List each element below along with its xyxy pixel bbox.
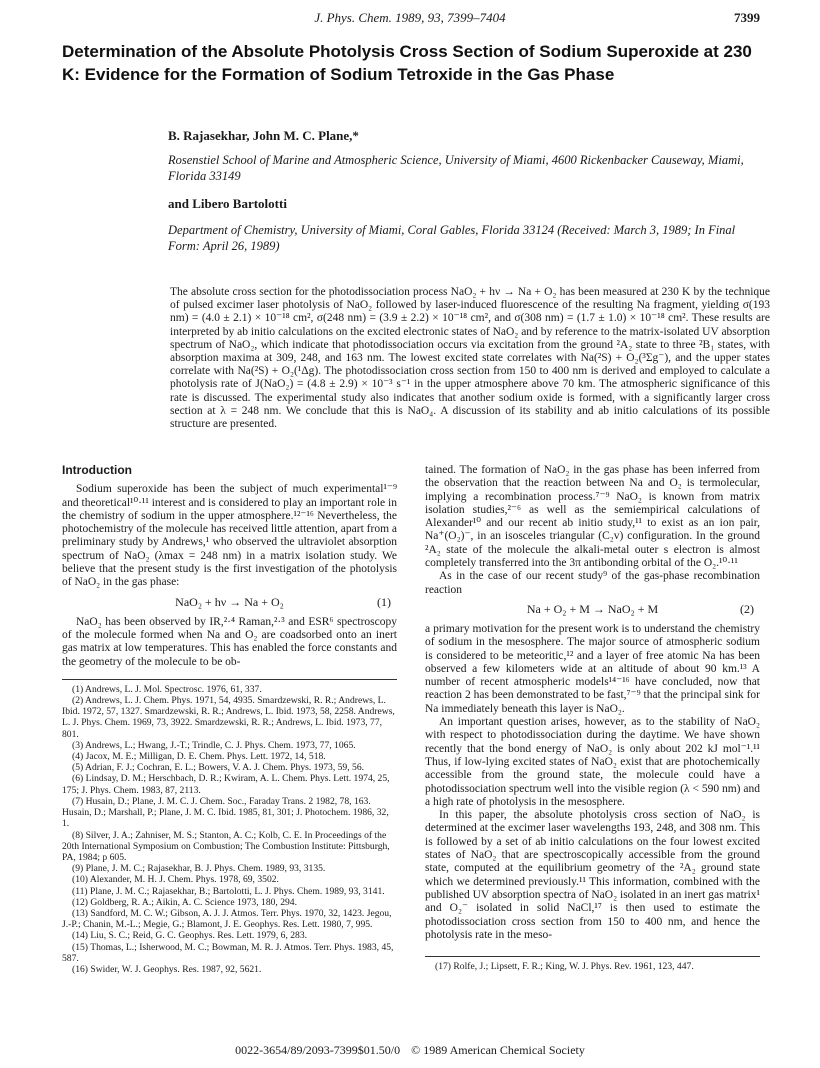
- equation-1-body: NaO₂ + hν → Na + O₂: [175, 594, 284, 609]
- reference-item: (14) Liu, S. C.; Reid, G. C. Geophys. Res. Lett. 1979, 6, 283.: [72, 930, 308, 942]
- intro-paragraph-1: Sodium superoxide has been the subject of much experimental¹⁻⁹ and theoretical¹⁰·¹¹ interest and is considered to play an important role in the chemistry of sodium in the upper atmosphere.¹²⁻¹⁶ Nevertheless, the photochemistry of the molecule has received little attention, apart from a preliminary study by Andrews,¹ who observed the ultraviolet absorption spectrum of NaO₂ (λmax = 248 nm) in a matrix isolation study. We believe that the present study is the first investigation of the photolysis of NaO₂ in the gas phase:: [62, 483, 397, 589]
- equation-1-number: (1): [377, 594, 391, 609]
- page-footer: [225, 1043, 595, 1058]
- abstract: The absolute cross section for the photodissociation process NaO₂ + hν → Na + O₂ has been measured at 230 K by the technique of pulsed excimer laser photolysis of NaO₂ followed by laser-induced fluorescence of the resulting Na fragment, yielding σ(193 nm) = (4.0 ± 2.1) × 10⁻¹⁸ cm², σ(248 nm) = (3.9 ± 2.2) × 10⁻¹⁸ cm², and σ(308 nm) = (1.7 ± 1.0) × 10⁻¹⁸ cm². These results are interpreted by ab initio calculations on the excited electronic states of NaO₂ and by reference to the matrix-isolated UV absorption spectrum of NaO₂, which indicate that photodissociation occurs via excitation from the ground ²A₂ state to three ²B₁ states, with absorption maxima at 309, 248, and 163 nm. The lowest excited state correlates with Na(²S) + O₂(³Σg⁻), and the upper states correlate with Na(²S) + O₂(¹Δg). The photodissociation cross section from 150 to 400 nm is derived and employed to calculate a photolysis rate of J(NaO₂) = (4.8 ± 2.9) × 10⁻³ s⁻¹ in the upper atmosphere above 70 km. The atmospheric significance of this rate is discussed. The experimental study also indicates that another sodium oxide is formed, with a significantly larger cross section at λ = 248 nm. We conclude that this is NaO₄. A discussion of its stability and ab initio calculations of its possible structure are presented.: [170, 286, 770, 431]
- section-heading-introduction: Introduction: [62, 463, 132, 477]
- body-paragraph: An important question arises, however, as to the stability of NaO₂ with respect to photodissociation during the daytime. We have shown recently that the bond energy of NaO₂ is only about 202 kJ mol⁻¹.¹¹ Thus, if low-lying excited states of NaO₂ exist that are photochemically accessible from the ground state, the molecule could have a photodissociation spectrum well into the visible region (λ < 590 nm) and a high rate of photolysis in the mesosphere.: [425, 716, 760, 808]
- equation-2-number: (2): [740, 601, 754, 616]
- body-paragraph: In this paper, the absolute photolysis cross section of NaO₂ is determined at the excimer laser wavelengths 193, 248, and 308 nm. This is followed by a set of ab initio calculations on the four lowest excited states of NaO₂ that are spectroscopically accessible from the ground state, computed at the equilibrium geometry of the ²A₂ ground state which we determined previously.¹¹ This information, combined with the published UV absorption spectra of NaO₂ isolated in an inert gas matrix¹ and O₂⁻ isolated in solid NaCl,¹⁷ is then used to estimate the photodissociation cross section from 150 to 400 nm, and hence the photolysis rate in the meso-: [425, 809, 760, 941]
- reference-item: (17) Rolfe, J.; Lipsett, F. R.; King, W. J. Phys. Rev. 1961, 123, 447.: [435, 961, 694, 973]
- journal-citation: J. Phys. Chem. 1989, 93, 7399–7404: [314, 10, 506, 25]
- references-divider: [62, 679, 397, 680]
- reference-item: (13) Sandford, M. C. W.; Gibson, A. J. J. Atmos. Terr. Phys. 1970, 32, 1423. Jegou, J.-P.; Chanin, M.-L.; Megie, G.; Blamont, J. E. Geophys. Res. Lett. 1980, 7, 995.: [62, 907, 392, 931]
- left-column: [62, 464, 397, 975]
- body-paragraph: a primary motivation for the present work is to understand the chemistry of sodium in the mesosphere. The major source of atmospheric sodium is considered to be meteoritic,¹² and a layer of free atomic Na has been observed a few kilometers wide at an altitude of about 90 km.¹³ A number of recent atmospheric models¹⁴⁻¹⁶ have concluded, now that reaction 2 has been demonstrated to be fast,⁷⁻⁹ that the principal sink for Na immediately beneath this layer is NaO₂.: [425, 622, 760, 715]
- body-paragraph-continued: tained. The formation of NaO₂ in the gas phase has been inferred from the observation that the reaction between Na and O₂ is termolecular, implying a recombination process.⁷⁻⁹ NaO₂ is known from matrix isolation studies,²⁻⁶ as well as the semiempirical calculations of Alexander¹⁰ and our recent ab initio study,¹¹ to exist as an ion pair, Na⁺(O₂)⁻, in an isosceles triangular (C₂v) configuration. In the ground ²A₂ state of the molecule the alkali-metal outer s electron is almost completely transferred into the 3π antibonding orbital of the O₂.¹⁰·¹¹: [425, 464, 760, 570]
- reference-item: (2) Andrews, L. J. Chem. Phys. 1971, 54, 4935. Smardzewski, R. R.; Andrews, L. Ibid. 1972, 57, 1327. Smardzewski, R. R.; Andrews, L. Ibid. 1973, 58, 2258. Andrews, L. J. Phys. Chem. 1969, 73, 3922. Smardzewski, R. R.; Andrews, L. Ibid. 1973, 77, 801.: [62, 695, 395, 740]
- reference-item: (5) Adrian, F. J.; Cochran, E. L.; Bowers, V. A. J. Chem. Phys. 1973, 59, 56.: [72, 762, 365, 774]
- reference-item: (16) Swider, W. J. Geophys. Res. 1987, 92, 5621.: [72, 963, 262, 975]
- reference-item: (7) Husain, D.; Plane, J. M. C. J. Chem. Soc., Faraday Trans. 2 1982, 78, 163. Husain, D.; Marshall, P.; Plane, J. M. C. Ibid. 1985, 81, 301; J. Photochem. 1986, 32, 1.: [62, 795, 389, 830]
- reference-item: (9) Plane, J. M. C.; Rajasekhar, B. J. Phys. Chem. 1989, 93, 3135.: [72, 863, 326, 875]
- reference-item: (12) Goldberg, R. A.; Aikin, A. C. Science 1973, 180, 294.: [72, 896, 297, 908]
- references-list: [62, 684, 397, 975]
- intro-paragraph-2: NaO₂ has been observed by IR,²·⁴ Raman,²·³ and ESR⁶ spectroscopy of the molecule formed when Na and O₂ are coadsorbed onto an inert gas matrix at low temperatures. This has enabled the force constants and the geometry of the molecule to be ob-: [62, 615, 397, 668]
- equation-2-body: Na + O₂ + M → NaO₂ + M: [526, 601, 659, 616]
- article-title: Determination of the Absolute Photolysis Cross Section of Sodium Superoxide at 230 K: Evidence for the Formation of Sodium Tetroxide in the Gas Phase: [62, 42, 752, 84]
- right-column: [425, 464, 760, 972]
- reference-item: (3) Andrews, L.; Hwang, J.-T.; Trindle, C. J. Phys. Chem. 1973, 77, 1065.: [72, 739, 356, 751]
- equation-2: [425, 597, 760, 623]
- reference-item: (4) Jacox, M. E.; Milligan, D. E. Chem. Phys. Lett. 1972, 14, 518.: [72, 751, 326, 763]
- reference-item: (10) Alexander, M. H. J. Chem. Phys. 1978, 69, 3502.: [72, 874, 279, 886]
- authors-primary: B. Rajasekhar, John M. C. Plane,*: [168, 128, 359, 143]
- reference-item: (15) Thomas, L.; Isherwood, M. C.; Bowman, M. R. J. Atmos. Terr. Phys. 1983, 45, 587.: [62, 941, 394, 964]
- authors-secondary: and Libero Bartolotti: [168, 196, 287, 211]
- reference-item: (1) Andrews, L. J. Mol. Spectrosc. 1976, 61, 337.: [72, 683, 262, 695]
- page-number: 7399: [734, 10, 760, 25]
- body-paragraph: As in the case of our recent study⁹ of the gas-phase recombination reaction: [425, 570, 760, 596]
- affiliation-secondary: Department of Chemistry, University of Miami, Coral Gables, Florida 33124 (Received: March 3, 1989; In Final Form: April 26, 1989): [168, 223, 736, 253]
- copyright-notice: © 1989 American Chemical Society: [411, 1043, 585, 1057]
- reference-item: (6) Lindsay, D. M.; Herschbach, D. R.; Kwiram, A. L. Chem. Phys. Lett. 1974, 25, 175; J. Phys. Chem. 1983, 87, 2113.: [62, 773, 390, 796]
- reference-item: (11) Plane, J. M. C.; Rajasekhar, B.; Bartolotti, L. J. Phys. Chem. 1989, 93, 3141.: [72, 885, 385, 897]
- equation-1: [62, 590, 397, 616]
- references-list-right: [425, 961, 760, 972]
- affiliation-primary: Rosenstiel School of Marine and Atmospheric Science, University of Miami, 4600 Rickenbacker Causeway, Miami, Florida 33149: [168, 153, 744, 183]
- publication-code: 0022-3654/89/2093-7399$01.50/0: [235, 1043, 401, 1057]
- references-divider-right: [425, 956, 760, 957]
- running-header: [60, 10, 760, 30]
- reference-item: (8) Silver, J. A.; Zahniser, M. S.; Stanton, A. C.; Kolb, C. E. In Proceedings of the 20th International Symposium on Combustion; The Combustion Institute: Pittsburgh, PA, 1984; p 605.: [62, 829, 390, 863]
